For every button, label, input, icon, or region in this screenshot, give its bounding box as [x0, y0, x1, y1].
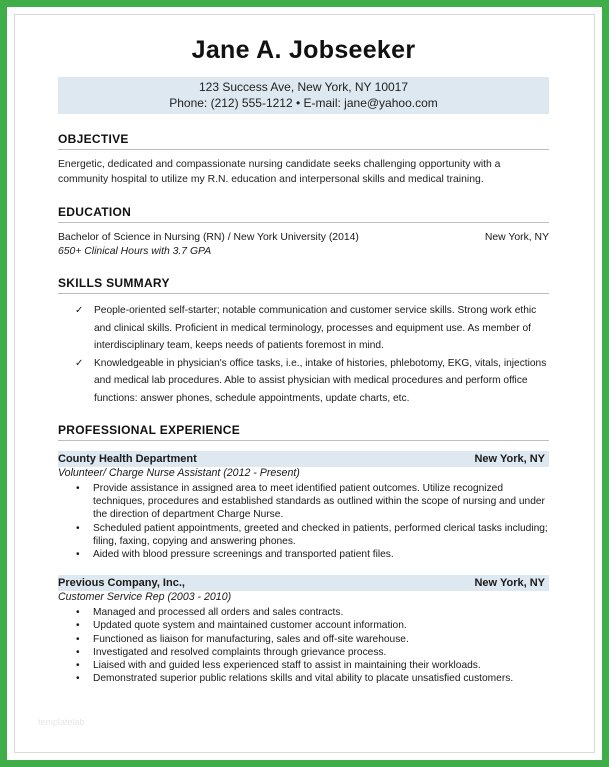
job-bullet-text: Updated quote system and maintained customer account information. — [93, 620, 407, 632]
education-note: 650+ Clinical Hours with 3.7 GPA — [58, 246, 212, 257]
job-bullet — [58, 606, 549, 619]
job-role: Customer Service Rep (2003 - 2010) — [58, 591, 232, 604]
resume-name: Jane A. Jobseeker — [191, 36, 416, 64]
job-bullet-text: Provide assistance in assigned area to meet identified patient outcomes. Utilize recognized techniques, procedures and established standards as outlined within the scope of nursing and under the direction of department Charge Nurse. — [93, 483, 545, 521]
skills-list — [58, 302, 549, 407]
skills-heading: SKILLS SUMMARY — [58, 276, 549, 294]
job-bullet — [58, 619, 549, 632]
job-bullet-text: Functioned as liaison for manufacturing, sales and off-site warehouse. — [93, 633, 409, 645]
skills-item — [58, 302, 549, 355]
objective-text: Energetic, dedicated and compassionate nursing candidate seeks challenging opportunity with a community hospital to utilize my R.N. education and interpersonal skills and medical training. — [58, 159, 501, 185]
objective-heading: OBJECTIVE — [58, 132, 549, 150]
job-bullet-text: Aided with blood pressure screenings and transported patient files. — [93, 549, 394, 561]
job-bullet — [58, 646, 549, 659]
bullet-icon: • — [76, 549, 80, 561]
job-employer: Previous Company, Inc., — [58, 577, 185, 590]
job-employer: County Health Department — [58, 453, 197, 465]
skills-item-text: People-oriented self-starter; notable communication and customer service skills. Strong work ethic and clinical skills. Proficient in medical terminology, processes and equipment use. As member of interdisciplinary team, keeps needs of patients foremost in mind. — [94, 305, 537, 351]
bullet-icon: • — [76, 660, 80, 672]
check-icon: ✓ — [75, 357, 84, 369]
job-bullet-text: Investigated and resolved complaints through grievance process. — [93, 646, 387, 658]
job-bullet — [58, 548, 549, 561]
education-degree: Bachelor of Science in Nursing (RN) / New York University (2014) — [58, 232, 359, 243]
check-icon: ✓ — [75, 305, 84, 316]
education-location: New York, NY — [484, 232, 549, 243]
bullet-icon: • — [76, 483, 80, 494]
job-bullet-text: Managed and processed all orders and sales contracts. — [93, 607, 344, 619]
job-bullet — [58, 672, 549, 685]
experience-heading: PROFESSIONAL EXPERIENCE — [58, 423, 549, 441]
job-bullets — [58, 482, 549, 561]
address-line: 123 Success Ave, New York, NY 10017 — [198, 80, 409, 94]
job-location: New York, NY — [474, 577, 545, 590]
contact-block — [58, 77, 549, 114]
resume-page — [58, 0, 549, 685]
job-header — [58, 451, 549, 467]
bullet-icon: • — [76, 646, 80, 658]
watermark: templatelab — [38, 717, 85, 727]
bullet-icon: • — [76, 522, 80, 534]
job-location: New York, NY — [474, 453, 545, 465]
skills-item — [58, 355, 549, 408]
job-bullet-text: Demonstrated superior public relations skills and vital ability to placate unsatisfied customers. — [93, 673, 514, 685]
bullet-icon: • — [76, 620, 80, 632]
bullet-icon: • — [76, 673, 80, 685]
job-bullet-text: Scheduled patient appointments, greeted and checked in patients, performed clerical tasks including; filing, faxing, copying and answering phones. — [93, 522, 548, 547]
job-bullet — [58, 482, 549, 522]
job-header — [58, 575, 549, 591]
bullet-icon: • — [76, 633, 80, 645]
job-bullet — [58, 659, 549, 672]
bullet-icon: • — [76, 607, 80, 619]
job-bullet — [58, 633, 549, 646]
job-role: Volunteer/ Charge Nurse Assistant (2012 - Present) — [58, 467, 300, 479]
job-bullet — [58, 522, 549, 548]
job-bullet-text: Liaised with and guided less experienced staff to assist in maintaining their workloads. — [93, 660, 481, 672]
education-row — [58, 231, 549, 245]
skills-item-text: Knowledgeable in physician's office tasks, i.e., intake of histories, phlebotomy, EKG, vitals, injections and medical lab procedures. Able to assist physician with medical procedures and perform office functions: answer phones, schedule appointments, update charts, etc. — [94, 357, 547, 404]
job-bullets — [58, 606, 549, 685]
education-heading: EDUCATION — [58, 205, 549, 223]
phone-email-line: Phone: (212) 555-1212 • E-mail: jane@yahoo.com — [169, 96, 438, 110]
